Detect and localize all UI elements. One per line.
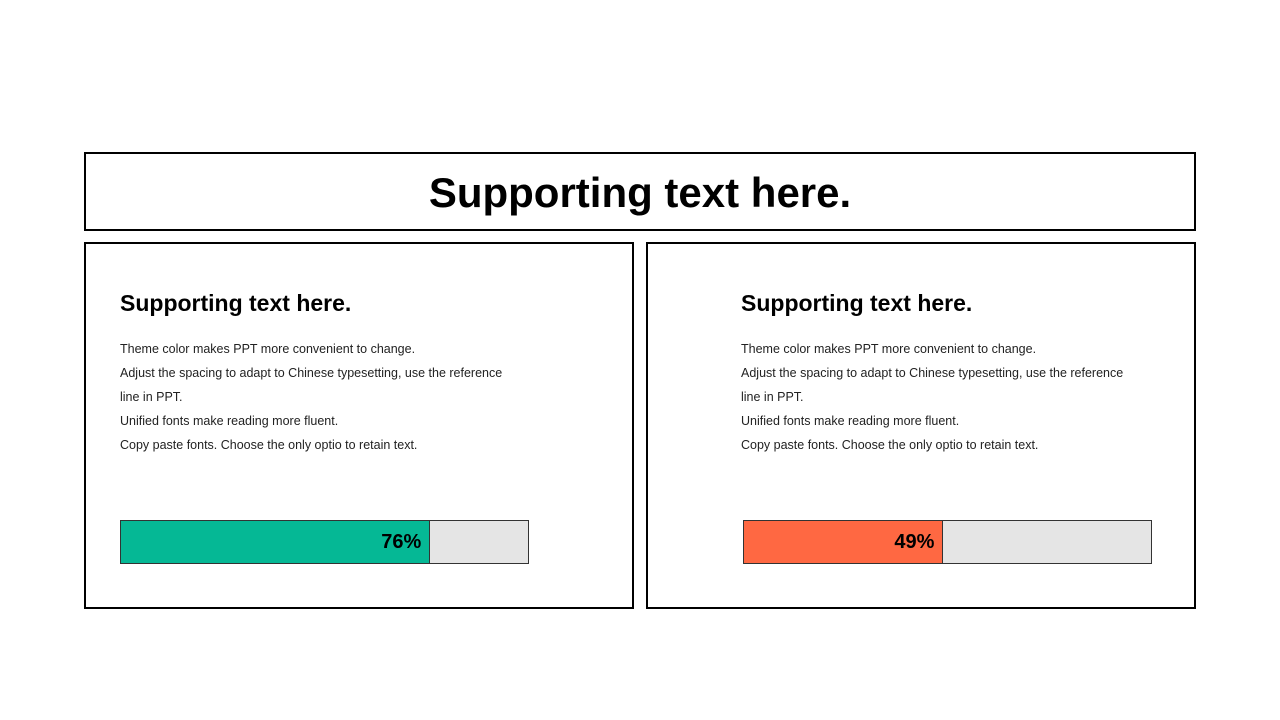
body-line: Unified fonts make reading more fluent.: [120, 414, 339, 428]
body-line: Unified fonts make reading more fluent.: [741, 414, 960, 428]
body-line: Adjust the spacing to adapt to Chinese typesetting, use the reference: [741, 366, 1124, 380]
body-line: line in PPT.: [741, 390, 804, 404]
body-line: Copy paste fonts. Choose the only optio to retain text.: [741, 438, 1039, 452]
card-heading: Supporting text here.: [741, 290, 973, 316]
card-left: [84, 242, 634, 609]
body-line: Theme color makes PPT more convenient to change.: [120, 342, 416, 356]
title-box: [84, 152, 1196, 231]
progress-bar: [743, 520, 1152, 564]
progress-label: 49%: [894, 530, 935, 553]
progress-fill: [121, 521, 430, 563]
body-line: line in PPT.: [120, 390, 183, 404]
card-heading: Supporting text here.: [120, 290, 352, 316]
progress-fill: [744, 521, 943, 563]
body-line: Copy paste fonts. Choose the only optio to retain text.: [120, 438, 418, 452]
body-line: Theme color makes PPT more convenient to change.: [741, 342, 1037, 356]
card-body: [120, 337, 540, 457]
progress-label: 76%: [381, 530, 422, 553]
body-line: Adjust the spacing to adapt to Chinese typesetting, use the reference: [120, 366, 503, 380]
slide-title: Supporting text here.: [428, 168, 852, 216]
card-body: [741, 337, 1161, 457]
progress-bar: [120, 520, 529, 564]
card-right: [646, 242, 1196, 609]
